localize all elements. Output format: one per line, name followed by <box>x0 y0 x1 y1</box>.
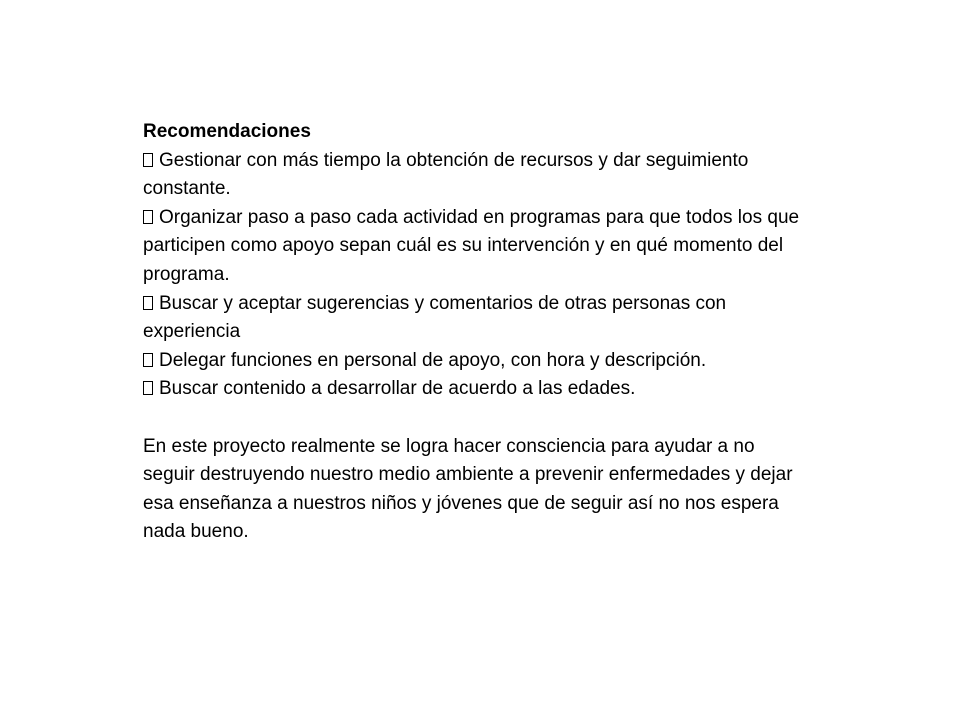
recommendation-item <box>143 204 808 290</box>
recommendation-item <box>143 290 808 347</box>
recommendations-heading: Recomendaciones <box>143 121 311 142</box>
recommendation-text: Buscar contenido a desarrollar de acuerdo a las edades. <box>159 378 636 400</box>
text-block <box>143 118 808 547</box>
recommendation-item <box>143 347 808 376</box>
recommendation-text: Organizar paso a paso cada actividad en programas para que todos los que participen como apoyo sepan cuál es su intervención y en qué momento del programa. <box>143 206 800 285</box>
bullet-box-icon <box>143 153 153 167</box>
bullet-box-icon <box>143 353 153 367</box>
bullet-box-icon <box>143 210 153 224</box>
bullet-box-icon <box>143 296 153 310</box>
recommendation-text: Delegar funciones en personal de apoyo, con hora y descripción. <box>159 349 707 371</box>
recommendation-item <box>143 375 808 404</box>
conclusion-paragraph: En este proyecto realmente se logra hacer consciencia para ayudar a no seguir destruyendo nuestro medio ambiente a prevenir enfermedades y dejar esa enseñanza a nuestros niños y jóvenes que de seguir así no nos espera nada bueno. <box>143 435 793 543</box>
bullet-box-icon <box>143 381 153 395</box>
recommendation-text: Buscar y aceptar sugerencias y comentarios de otras personas con experiencia <box>143 292 727 343</box>
paragraph-spacer <box>143 404 808 433</box>
recommendation-text: Gestionar con más tiempo la obtención de recursos y dar seguimiento constante. <box>143 149 749 200</box>
recommendation-item <box>143 147 808 204</box>
